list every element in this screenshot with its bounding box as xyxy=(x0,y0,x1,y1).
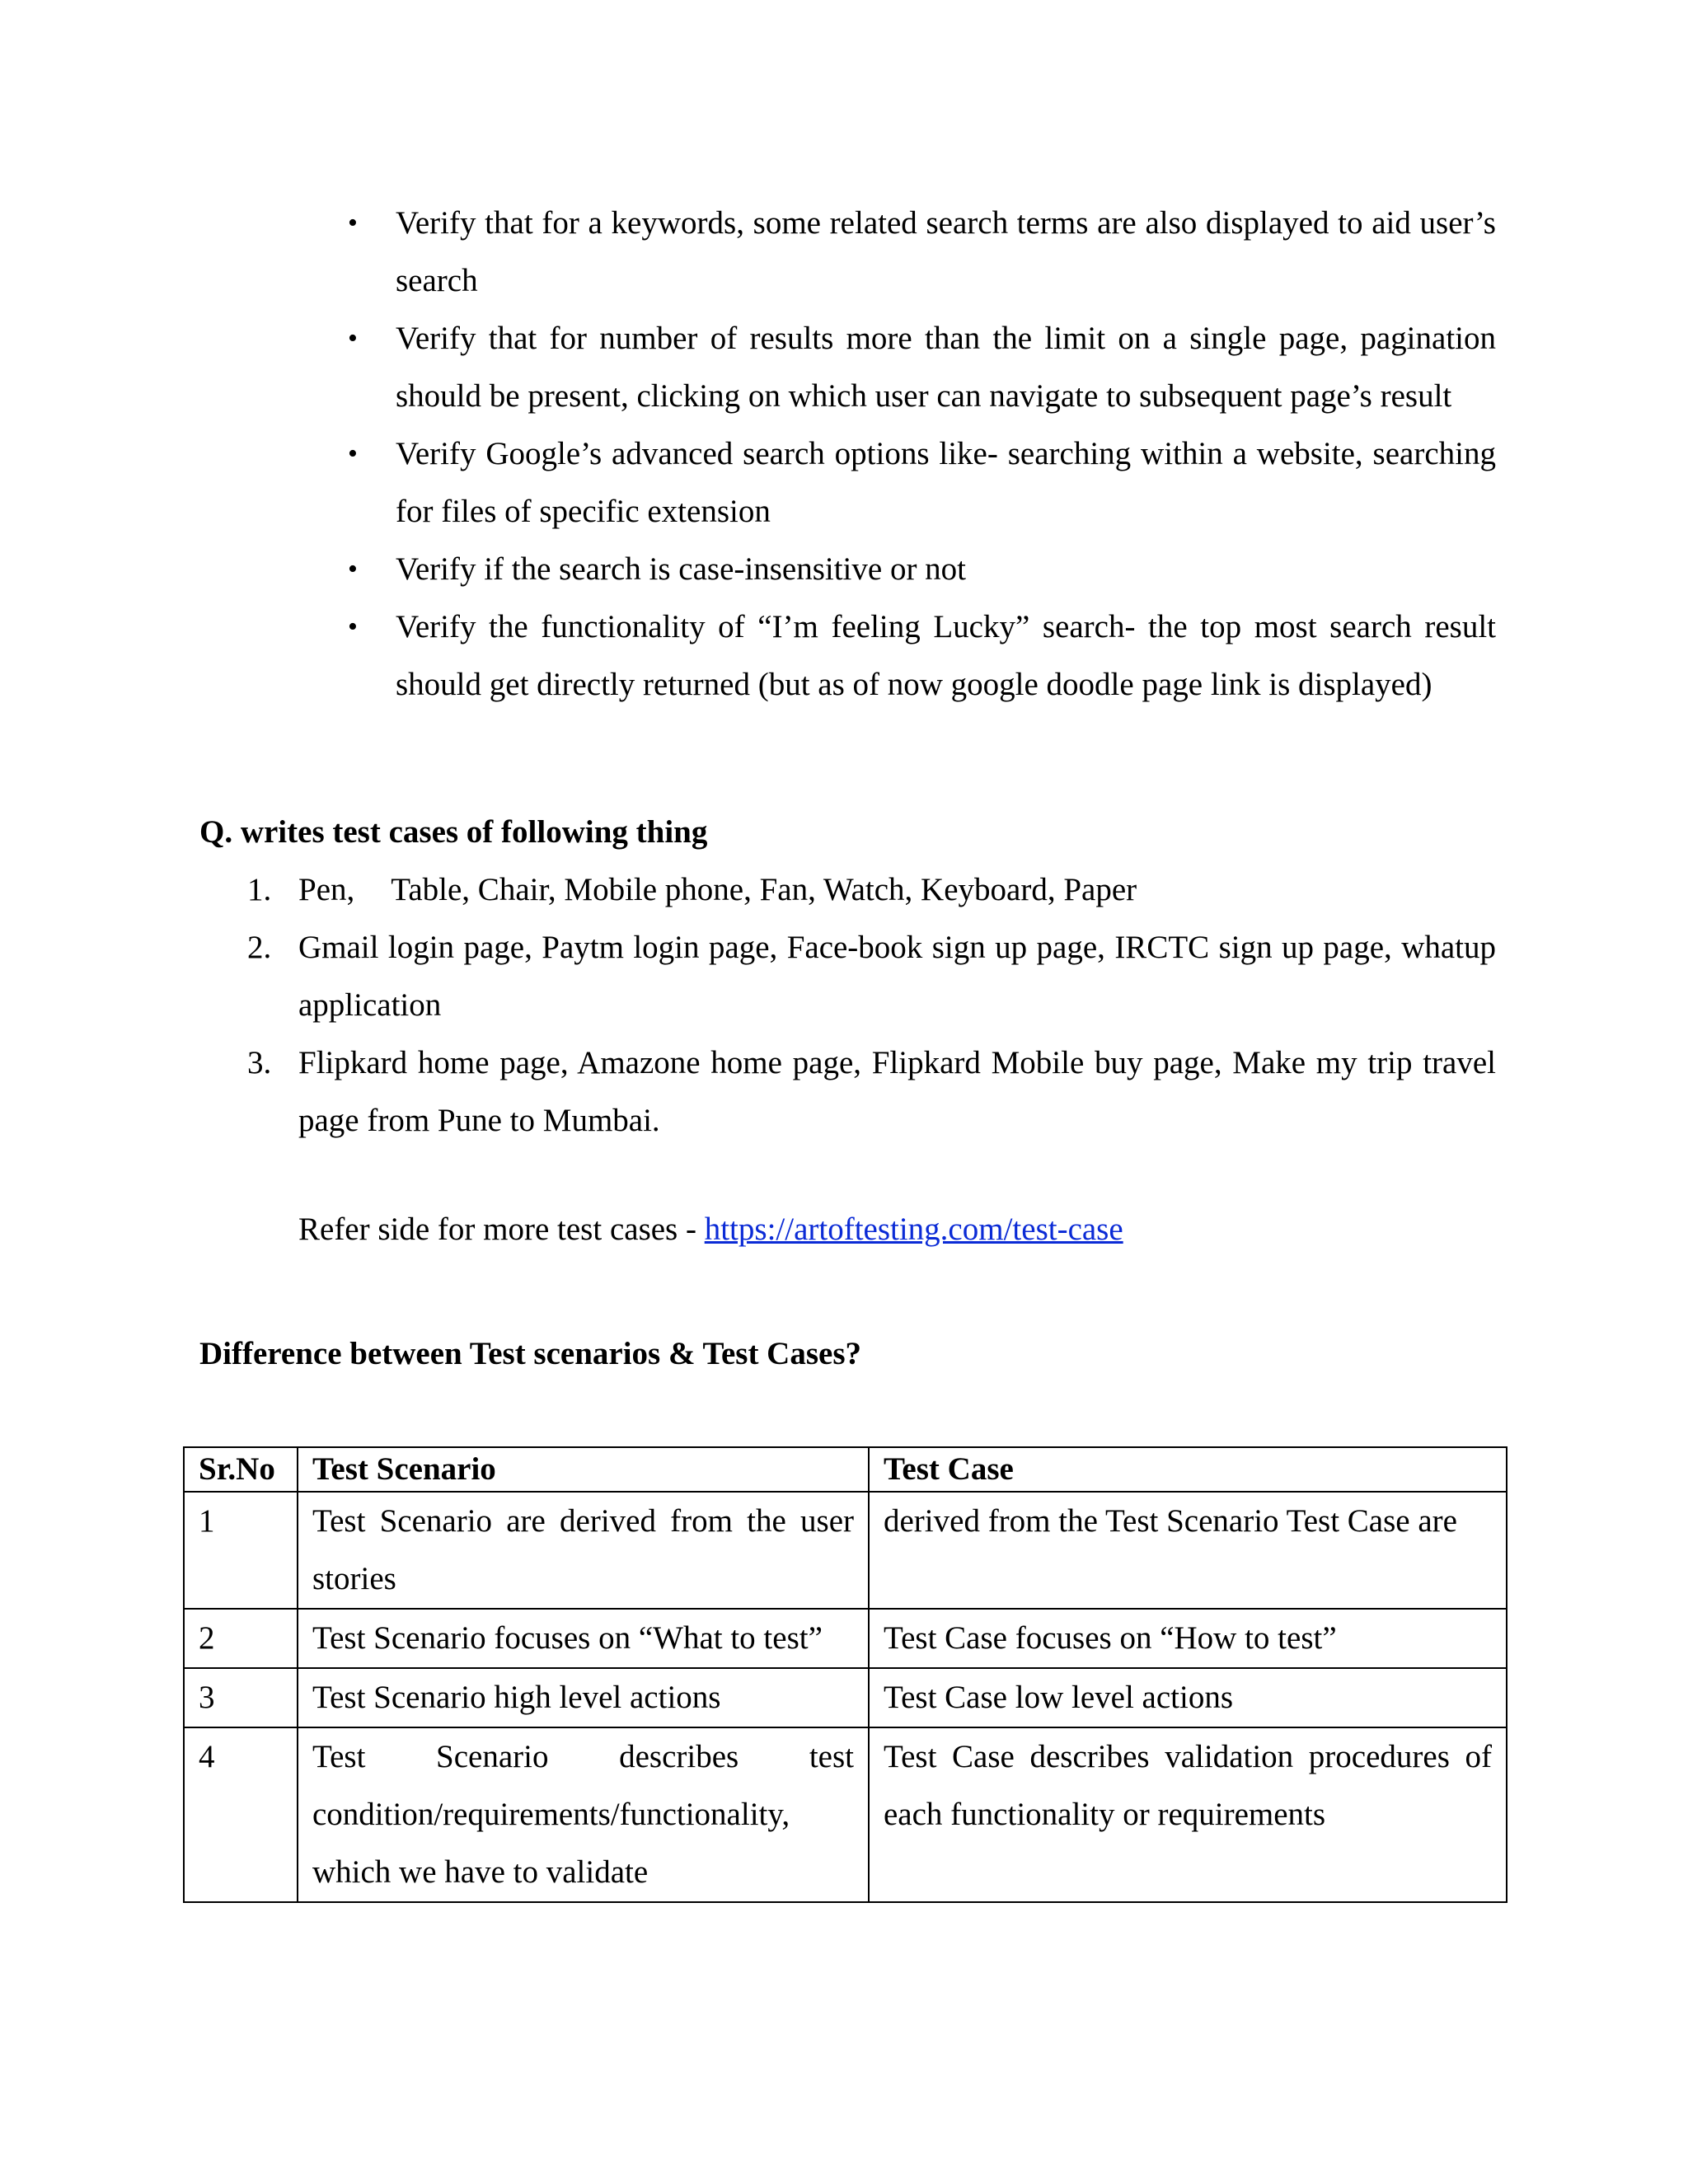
refer-link[interactable]: https://artoftesting.com/test-case xyxy=(704,1212,1123,1247)
bullet-icon: • xyxy=(348,438,358,469)
comparison-table xyxy=(183,1446,1507,1903)
bullet-text: Verify Google’s advanced search options like- searching within a website, searching for files of specific extension xyxy=(396,436,1496,529)
cell-test-scenario: Test Scenario describes test condition/requirements/functionality, which we have to validate xyxy=(298,1727,869,1902)
list-item xyxy=(346,194,1496,310)
refer-line xyxy=(298,1201,1123,1258)
refer-text: Refer side for more test cases - xyxy=(298,1212,705,1247)
table-row xyxy=(184,1668,1507,1727)
difference-heading: Difference between Test scenarios & Test Cases? xyxy=(199,1336,862,1371)
list-item-text: Flipkard home page, Amazone home page, Flipkard Mobile buy page, Make my trip travel page from Pune to Mumbai. xyxy=(298,1045,1496,1138)
bullet-text: Verify that for a keywords, some related search terms are also displayed to aid user’s search xyxy=(396,205,1496,298)
bullet-icon: • xyxy=(348,323,358,354)
cell-test-scenario: Test Scenario high level actions xyxy=(298,1668,869,1727)
list-item-text-rest: Table, Chair, Mobile phone, Fan, Watch, Keyboard, Paper xyxy=(391,872,1137,907)
cell-test-scenario: Test Scenario are derived from the user stories xyxy=(298,1492,869,1609)
list-item xyxy=(346,598,1496,714)
list-item xyxy=(346,425,1496,541)
list-item xyxy=(247,1034,1496,1150)
cell-sr-no: 2 xyxy=(184,1609,298,1668)
question-heading: Q. writes test cases of following thing xyxy=(199,814,708,850)
header-test-scenario: Test Scenario xyxy=(298,1447,869,1492)
list-number: 2. xyxy=(247,930,272,965)
table-row xyxy=(184,1727,1507,1902)
header-sr-no: Sr.No xyxy=(184,1447,298,1492)
question-numbered-list xyxy=(247,861,1496,1150)
cell-test-case: derived from the Test Scenario Test Case are xyxy=(869,1492,1507,1609)
cell-sr-no: 1 xyxy=(184,1492,298,1609)
bullet-icon: • xyxy=(348,208,358,238)
cell-test-case: Test Case describes validation procedures of each functionality or requirements xyxy=(869,1727,1507,1902)
cell-test-case: Test Case focuses on “How to test” xyxy=(869,1609,1507,1668)
cell-sr-no: 3 xyxy=(184,1668,298,1727)
bullet-text: Verify that for number of results more than the limit on a single page, pagination should be present, clicking on which user can navigate to subsequent page’s result xyxy=(396,321,1496,414)
list-item xyxy=(346,541,1496,598)
table-header-row xyxy=(184,1447,1507,1492)
bullet-text: Verify if the search is case-insensitive or not xyxy=(396,551,967,587)
bullet-text: Verify the functionality of “I’m feeling Lucky” search- the top most search result should get directly returned (but as of now google doodle page link is displayed) xyxy=(396,609,1496,702)
cell-test-case: Test Case low level actions xyxy=(869,1668,1507,1727)
bullet-icon: • xyxy=(348,554,358,584)
bullet-icon: • xyxy=(348,612,358,642)
table-row xyxy=(184,1609,1507,1668)
list-item xyxy=(247,861,1496,919)
list-number: 1. xyxy=(247,872,272,907)
list-number: 3. xyxy=(247,1045,272,1080)
list-item-text: Gmail login page, Paytm login page, Face-book sign up page, IRCTC sign up page, whatup application xyxy=(298,930,1496,1023)
search-test-bullet-list xyxy=(346,194,1496,714)
cell-sr-no: 4 xyxy=(184,1727,298,1902)
header-test-case: Test Case xyxy=(869,1447,1507,1492)
list-item-text-first: Pen, xyxy=(298,872,355,907)
table-row xyxy=(184,1492,1507,1609)
list-item xyxy=(247,919,1496,1034)
list-item xyxy=(346,310,1496,425)
cell-test-scenario: Test Scenario focuses on “What to test” xyxy=(298,1609,869,1668)
